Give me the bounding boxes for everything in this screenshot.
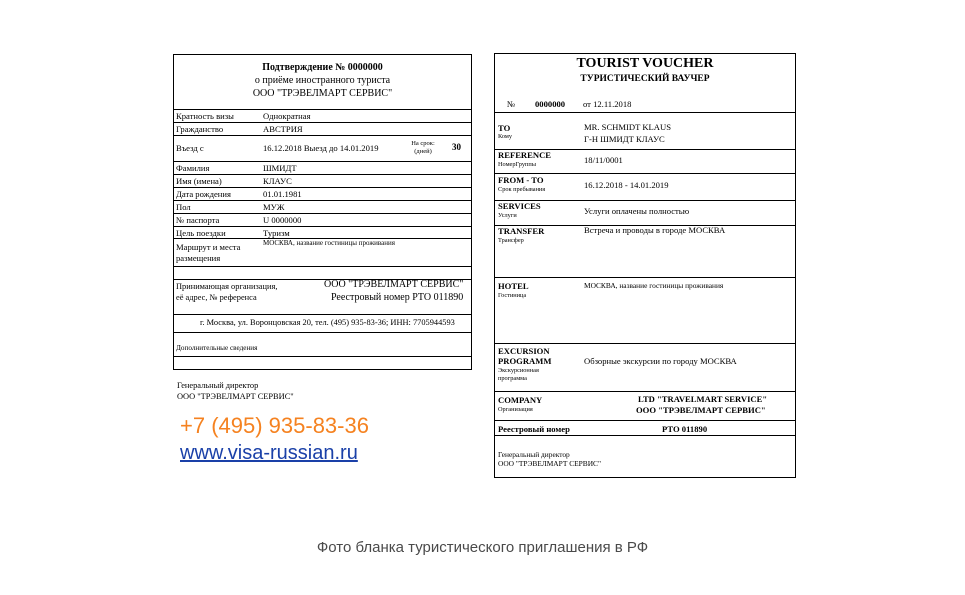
field-value: ШМИДТ [263, 163, 297, 173]
field-value: U 0000000 [263, 215, 302, 225]
phone-number[interactable]: +7 (495) 935-83-36 [180, 413, 369, 438]
to-row [495, 113, 795, 150]
director-company: ООО "ТРЭВЕЛМАРТ СЕРВИС" [177, 392, 294, 401]
field-label: Цель поездки [176, 228, 226, 238]
services-value: Услуги оплачены полностью [584, 206, 690, 216]
additional-row [174, 333, 471, 357]
confirmation-form [173, 54, 472, 370]
fromto-sub: Срок пребывания [498, 186, 546, 193]
reference-label: REFERENCE [498, 150, 552, 160]
host-label: Принимающая организация, её адрес, № референса [176, 282, 278, 302]
reference-row [495, 150, 795, 174]
registry-label: Реестровый номер [498, 424, 570, 434]
to-sub: Кому [498, 133, 513, 140]
to-label: TO [498, 123, 511, 133]
to-value-en: MR. SCHMIDT KLAUS [584, 122, 671, 132]
host-address: г. Москва, ул. Воронцовская 20, тел. (495) 935-83-36; ИНН: 7705944593 [200, 318, 455, 327]
director-company: ООО "ТРЭВЕЛМАРТ СЕРВИС" [498, 459, 601, 468]
additional-label: Дополнительные сведения [176, 344, 258, 352]
reference-sub: НомерГруппы [498, 161, 536, 168]
company-sub: Организация [498, 406, 533, 413]
excursion-sub: Экскурсионная программа [498, 367, 539, 382]
confirmation-title: Подтверждение № 0000000 [262, 62, 383, 73]
field-label: Маршрут и места размещения [176, 242, 241, 263]
field-label: Имя (имена) [176, 176, 222, 186]
field-row [174, 175, 471, 188]
host-row [174, 280, 471, 315]
excursion-label-2: PROGRAMM [498, 356, 552, 366]
hotel-label: HOTEL [498, 281, 529, 291]
company-label: COMPANY [498, 395, 543, 405]
voucher-director [498, 450, 601, 468]
services-label: SERVICES [498, 201, 541, 211]
fromto-value: 16.12.2018 - 14.01.2019 [584, 180, 669, 190]
hotel-row [495, 278, 795, 344]
field-row-route [174, 239, 471, 267]
field-row [174, 188, 471, 201]
field-row-entry [174, 136, 471, 162]
field-row [174, 123, 471, 136]
transfer-sub: Трансфер [498, 237, 524, 244]
field-row [174, 227, 471, 239]
field-label: Пол [176, 202, 191, 212]
confirmation-header [174, 55, 471, 110]
field-value: АВСТРИЯ [263, 124, 303, 134]
voucher-number-row [495, 98, 795, 113]
field-value: 16.12.2018 Выезд до 14.01.2019 [263, 143, 379, 153]
field-row [174, 162, 471, 175]
director-title: Генеральный директор [177, 381, 259, 390]
confirmation-company: ООО "ТРЭВЕЛМАРТ СЕРВИС" [252, 88, 393, 99]
transfer-row [495, 226, 795, 278]
field-label: Гражданство [176, 124, 224, 134]
left-director [177, 380, 294, 402]
voucher-date: от 12.11.2018 [583, 99, 632, 109]
voucher-number: 0000000 [535, 99, 566, 109]
excursion-value: Обзорные экскурсии по городу МОСКВА [584, 356, 737, 366]
fromto-row [495, 174, 795, 201]
director-title: Генеральный директор [498, 450, 570, 459]
term-label: На срок: (дней) [411, 140, 435, 155]
field-label: Дата рождения [176, 189, 231, 199]
fromto-label: FROM - TO [498, 175, 544, 185]
address-row [174, 315, 471, 333]
tourist-voucher [494, 53, 796, 478]
reference-value: 18/11/0001 [584, 155, 623, 165]
registry-value: РТО 011890 [662, 424, 708, 434]
field-row [174, 110, 471, 123]
number-prefix: № [507, 99, 516, 109]
image-caption: Фото бланка туристического приглашения в РФ [316, 539, 649, 556]
excursion-label-1: EXCURSION [498, 346, 550, 356]
company-value-ru: ООО "ТРЭВЕЛМАРТ СЕРВИС" [636, 405, 766, 415]
field-value: МУЖ [263, 202, 285, 212]
to-value-ru: Г-Н ШМИДТ КЛАУС [584, 134, 665, 144]
registry-row [495, 421, 795, 436]
excursion-row [495, 344, 795, 392]
term-days: 30 [452, 142, 461, 152]
field-value: Однократная [263, 111, 311, 121]
field-value: 01.01.1981 [263, 189, 302, 199]
host-registry: Реестровый номер РТО 011890 [331, 292, 464, 303]
transfer-label: TRANSFER [498, 226, 545, 236]
field-row [174, 201, 471, 214]
website-link[interactable]: www.visa-russian.ru [180, 442, 358, 464]
services-sub: Услуги [498, 212, 517, 219]
field-label: Кратность визы [176, 111, 234, 121]
field-value: МОСКВА, название гостиницы проживания [263, 239, 395, 247]
field-label: № паспорта [176, 215, 220, 225]
field-label: Въезд с [176, 143, 204, 153]
field-value: Туризм [263, 228, 290, 238]
voucher-title-ru: ТУРИСТИЧЕСКИЙ ВАУЧЕР [580, 74, 710, 84]
hotel-value: МОСКВА, название гостиницы проживания [584, 281, 724, 290]
hotel-sub: Гостиница [498, 292, 527, 299]
company-value-en: LTD "TRAVELMART SERVICE" [638, 394, 768, 404]
field-value: КЛАУС [263, 176, 292, 186]
services-row [495, 201, 795, 226]
company-row [495, 392, 795, 421]
field-label: Фамилия [176, 163, 210, 173]
transfer-value: Встреча и проводы в городе МОСКВА [584, 225, 726, 235]
confirmation-subtitle: о приёме иностранного туриста [254, 75, 391, 86]
voucher-title-en: TOURIST VOUCHER [576, 56, 714, 71]
host-company: ООО "ТРЭВЕЛМАРТ СЕРВИС" [324, 279, 464, 290]
field-row [174, 214, 471, 227]
